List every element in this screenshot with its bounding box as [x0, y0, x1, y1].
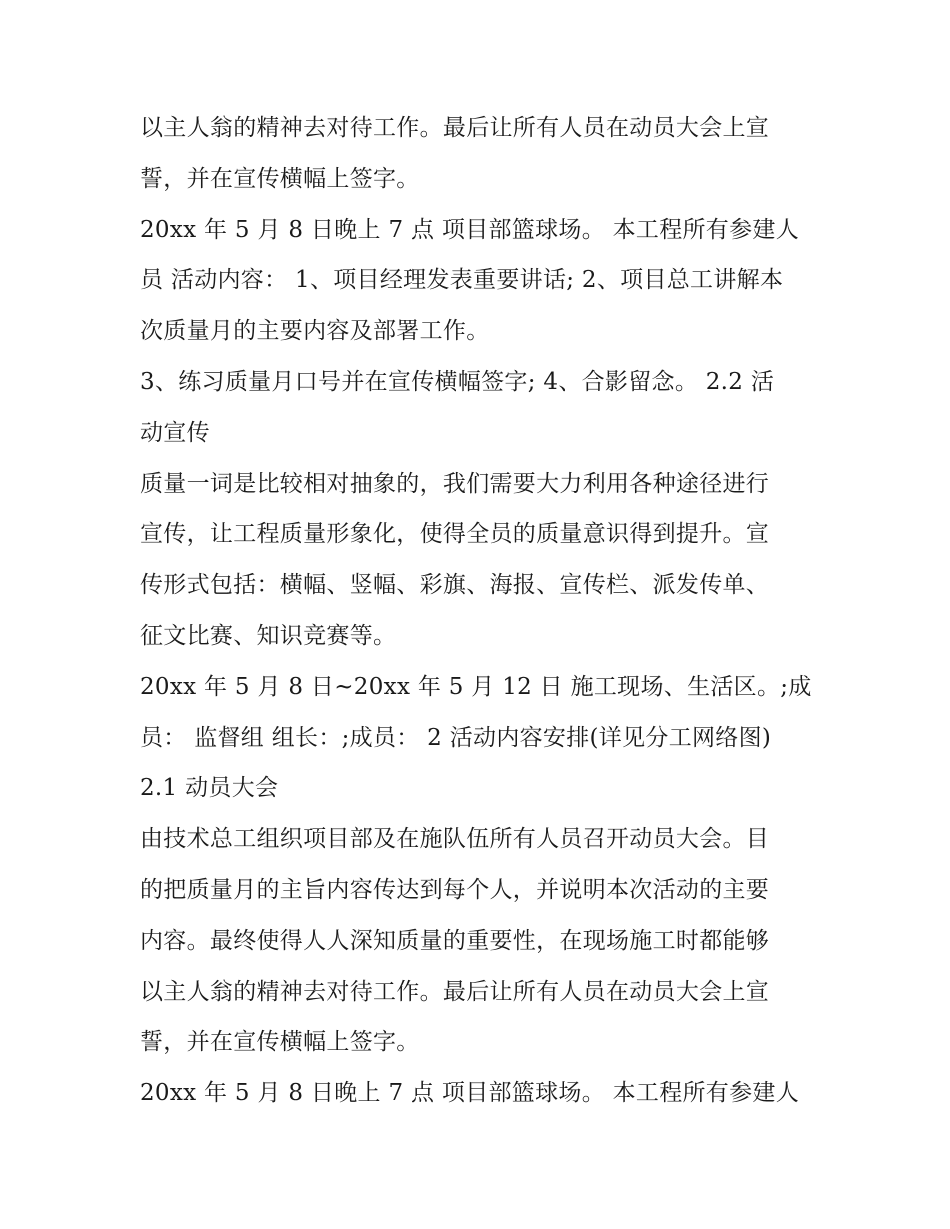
text-line: 20xx 年 5 月 8 日~20xx 年 5 月 12 日 施工现场、生活区。;成	[140, 673, 812, 700]
text-line: 以主人翁的精神去对待工作。最后让所有人员在动员大会上宣	[140, 115, 770, 141]
text-line: 宣传，让工程质量形象化，使得全员的质量意识得到提升。宣	[140, 521, 770, 548]
text-line: 质量一词是比较相对抽象的，我们需要大力利用各种途径进行	[140, 470, 770, 497]
text-line: 征文比赛、知识竞赛等。	[140, 622, 397, 649]
text-line: 的把质量月的主旨内容传达到每个人，并说明本次活动的主要	[140, 876, 770, 903]
text-line: 20xx 年 5 月 8 日晚上 7 点 项目部篮球场。 本工程所有参建人	[140, 216, 800, 243]
text-line: 以主人翁的精神去对待工作。最后让所有人员在动员大会上宣	[140, 978, 770, 1005]
text-line: 誓，并在宣传横幅上签字。	[140, 165, 420, 192]
text-line: 传形式包括：横幅、竖幅、彩旗、海报、宣传栏、派发传单、	[140, 572, 770, 599]
text-line: 由技术总工组织项目部及在施队伍所有人员召开动员大会。目	[140, 826, 770, 853]
text-line: 员： 监督组 组长：;成员： 2 活动内容安排(详见分工网络图)	[140, 724, 772, 751]
text-line: 动宣传	[140, 419, 210, 446]
document-body	[140, 103, 820, 1119]
text-line: 3、练习质量月口号并在宣传横幅签字; 4、合影留念。 2.2 活	[140, 368, 775, 395]
text-line: 内容。最终使得人人深知质量的重要性，在现场施工时都能够	[140, 927, 770, 954]
text-line: 2.1 动员大会	[140, 775, 279, 802]
text-line: 誓，并在宣传横幅上签字。	[140, 1029, 420, 1056]
text-line: 员 活动内容： 1、项目经理发表重要讲话; 2、项目总工讲解本	[140, 267, 784, 294]
text-line: 20xx 年 5 月 8 日晚上 7 点 项目部篮球场。 本工程所有参建人	[140, 1080, 800, 1107]
text-line: 次质量月的主要内容及部署工作。	[140, 318, 490, 345]
